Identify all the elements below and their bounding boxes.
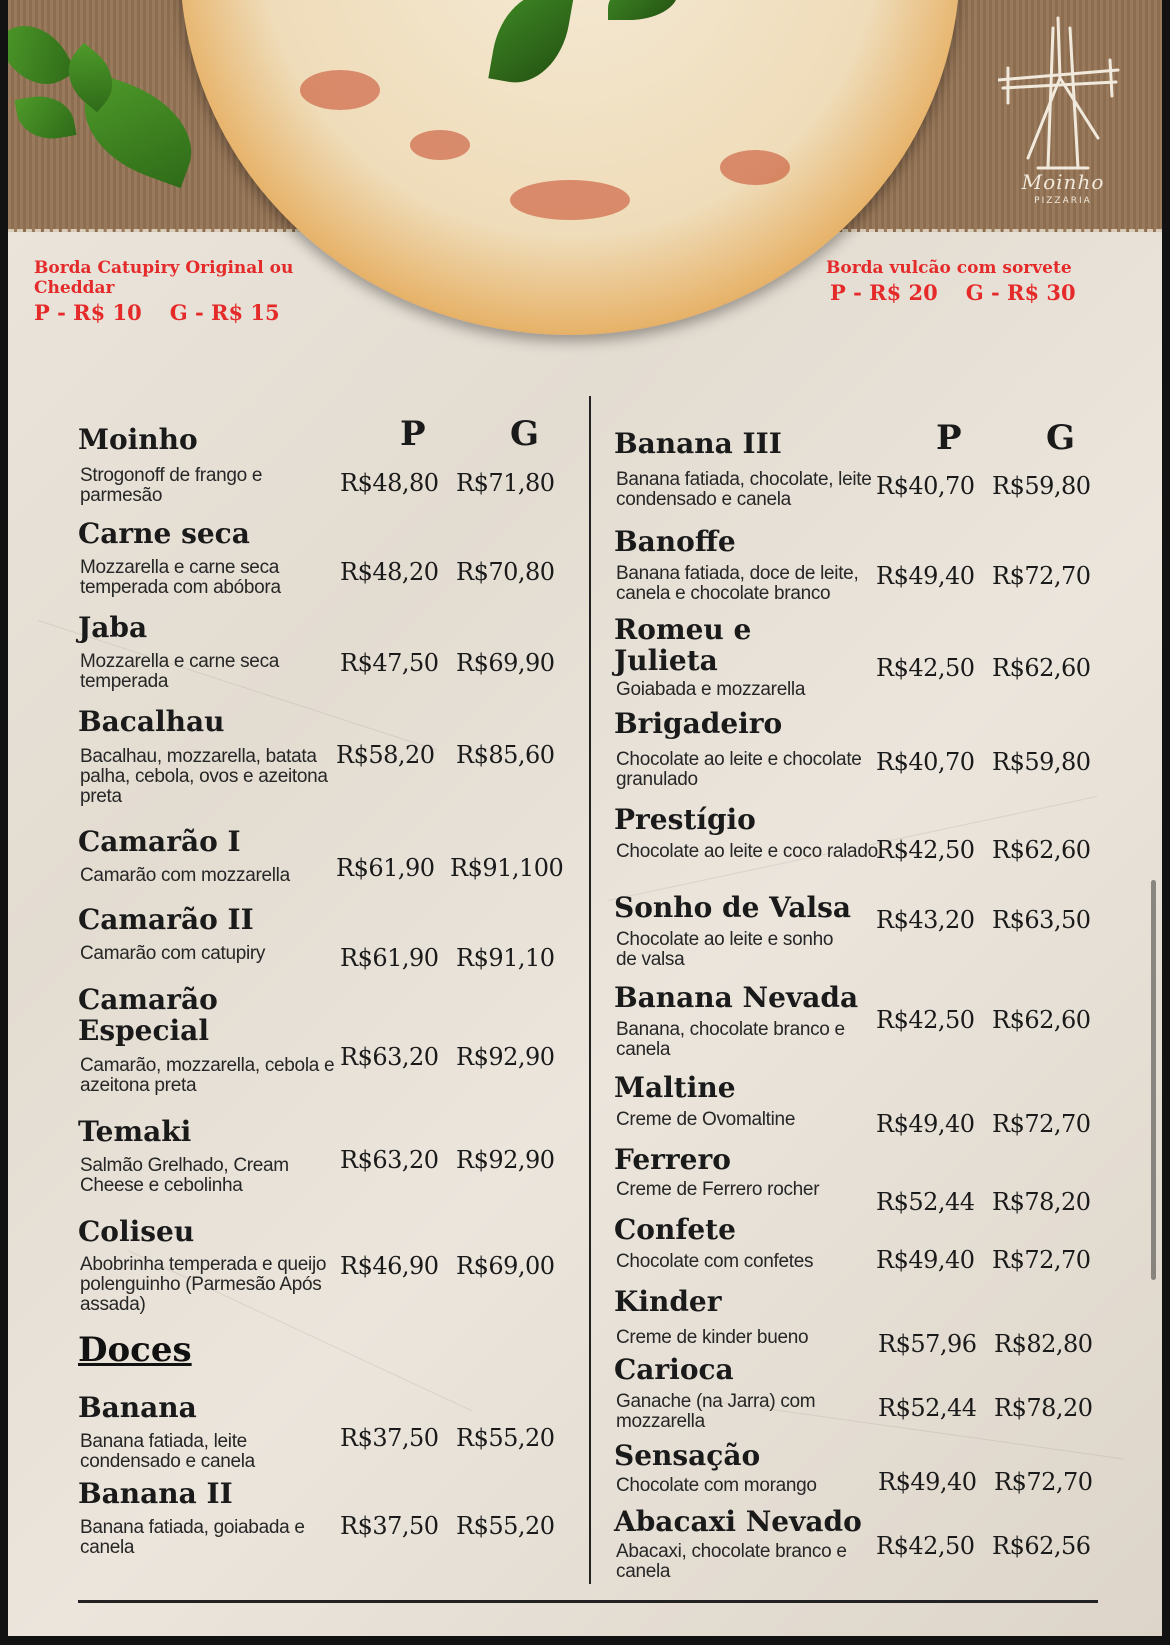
menu-item: [614, 1354, 1154, 1444]
item-name: Kinder: [614, 1285, 722, 1318]
item-description: Chocolate ao leite e coco ralado: [616, 841, 878, 862]
border-price-p: P - R$ 20: [830, 280, 938, 305]
menu-item: [78, 1392, 618, 1482]
item-description: Salmão Grelhado, Cream Cheese e cebolinha: [80, 1155, 289, 1196]
item-description: Abacaxi, chocolate branco e canela: [616, 1541, 847, 1582]
item-description: Banana fatiada, chocolate, leite condensado e canela: [616, 469, 872, 510]
item-name: Sensação: [614, 1439, 761, 1472]
menu-item: [614, 982, 1154, 1072]
item-price-p: R$58,20: [336, 741, 435, 769]
item-description: Banana fatiada, doce de leite, canela e chocolate branco: [616, 563, 859, 604]
border-offer-left: [34, 258, 304, 325]
item-price-g: R$62,56: [992, 1532, 1091, 1560]
menu-item: [78, 518, 618, 608]
item-price-g: R$72,70: [992, 1110, 1091, 1138]
item-price-g: R$72,70: [994, 1468, 1093, 1496]
item-description: Chocolate ao leite e sonho de valsa: [616, 929, 834, 970]
item-name: Prestígio: [614, 803, 756, 836]
size-g-header: G: [1046, 418, 1076, 458]
item-price-g: R$92,90: [456, 1146, 555, 1174]
item-price-g: R$91,10: [456, 944, 555, 972]
item-name: Temaki: [78, 1115, 192, 1148]
item-price-g: R$85,60: [456, 741, 555, 769]
item-description: Banana fatiada, goiabada e canela: [80, 1517, 305, 1558]
menu-item: [78, 1215, 618, 1315]
item-price-g: R$62,60: [992, 654, 1091, 682]
item-name: Carioca: [614, 1353, 734, 1386]
item-price-p: R$40,70: [876, 748, 975, 776]
menu-item: [614, 526, 1154, 616]
item-price-p: R$61,90: [336, 854, 435, 882]
menu-item: [78, 1116, 618, 1206]
footer-divider: [78, 1600, 1098, 1603]
item-price-p: R$48,20: [340, 558, 439, 586]
item-price-g: R$82,80: [994, 1330, 1093, 1358]
menu-item: [78, 424, 618, 514]
item-name: Maltine: [614, 1071, 736, 1104]
border-price-p: P - R$ 10: [34, 300, 142, 325]
item-name: Brigadeiro: [614, 707, 783, 740]
item-price-g: R$55,20: [456, 1512, 555, 1540]
item-description: Creme de Ferrero rocher: [616, 1179, 820, 1200]
item-price-g: R$72,70: [992, 1246, 1091, 1274]
border-offer-right: [826, 258, 1096, 305]
menu-item: [614, 892, 1154, 982]
logo-tagline: PIZZARIA: [1034, 196, 1092, 206]
item-name: Banana II: [78, 1477, 233, 1510]
item-price-p: R$47,50: [340, 649, 439, 677]
item-price-p: R$42,50: [876, 836, 975, 864]
item-price-p: R$63,20: [340, 1043, 439, 1071]
item-name: Banana Nevada: [614, 981, 859, 1014]
menu-page: [8, 0, 1162, 1636]
menu-item: [78, 705, 618, 807]
menu-item: [614, 614, 1154, 714]
item-price-p: R$57,96: [878, 1330, 977, 1358]
item-price-p: R$42,50: [876, 654, 975, 682]
item-price-p: R$63,20: [340, 1146, 439, 1174]
item-description: Strogonoff de frango e parmesão: [80, 465, 263, 506]
logo-name: Moinho: [1021, 170, 1105, 194]
item-price-p: R$48,80: [340, 469, 439, 497]
border-offer-title: Borda Catupiry Original ou Cheddar: [34, 258, 294, 298]
item-name: Camarão II: [78, 903, 254, 936]
item-name: Camarão Especial: [78, 983, 218, 1047]
item-description: Banana, chocolate branco e canela: [616, 1019, 845, 1060]
item-price-p: R$49,40: [876, 1246, 975, 1274]
item-description: Camarão com catupiry: [80, 943, 266, 964]
item-name: Ferrero: [614, 1143, 731, 1176]
size-p-header: P: [400, 414, 426, 454]
item-name: Camarão I: [78, 825, 241, 858]
item-price-g: R$62,60: [992, 1006, 1091, 1034]
item-description: Mozzarella e carne seca temperada com abóbora: [80, 557, 281, 598]
item-name: Bacalhau: [78, 705, 225, 738]
border-offer-title: Borda vulcão com sorvete: [826, 258, 1072, 278]
menu-item: [614, 428, 1154, 518]
item-price-p: R$40,70: [876, 472, 975, 500]
item-name: Banoffe: [614, 525, 736, 558]
item-price-g: R$63,50: [992, 906, 1091, 934]
sauce-spot: [720, 150, 790, 185]
sauce-spot: [510, 180, 630, 220]
item-description: Creme de Ovomaltine: [616, 1109, 796, 1130]
menu-item: [614, 1506, 1154, 1596]
item-name: Moinho: [78, 423, 198, 456]
item-description: Creme de kinder bueno: [616, 1327, 809, 1348]
item-price-g: R$62,60: [992, 836, 1091, 864]
item-price-g: R$69,00: [456, 1252, 555, 1280]
item-name: Banana III: [614, 427, 782, 460]
item-price-p: R$37,50: [340, 1424, 439, 1452]
item-name: Coliseu: [78, 1215, 195, 1248]
item-price-p: R$49,40: [876, 562, 975, 590]
item-description: Ganache (na Jarra) com mozzarella: [616, 1391, 816, 1432]
item-description: Chocolate com morango: [616, 1475, 817, 1496]
item-price-g: R$78,20: [994, 1394, 1093, 1422]
menu-item: [614, 804, 1154, 894]
item-name: Romeu e Julieta: [614, 613, 752, 677]
menu-item: [78, 904, 618, 994]
item-price-g: R$70,80: [456, 558, 555, 586]
item-price-p: R$37,50: [340, 1512, 439, 1540]
menu-item: [78, 612, 618, 702]
item-price-g: R$91,100: [450, 854, 564, 882]
item-price-p: R$49,40: [876, 1110, 975, 1138]
item-description: Camarão, mozzarella, cebola e azeitona preta: [80, 1055, 335, 1096]
sauce-spot: [300, 70, 380, 110]
border-price-g: G - R$ 30: [965, 280, 1076, 305]
item-price-p: R$42,50: [876, 1006, 975, 1034]
item-description: Abobrinha temperada e queijo polenguinho (Parmesão Após assada): [80, 1254, 327, 1315]
item-description: Bacalhau, mozzarella, batata palha, cebola, ovos e azeitona preta: [80, 746, 328, 807]
sauce-spot: [410, 130, 470, 160]
menu-item: [78, 1478, 618, 1568]
item-price-p: R$46,90: [340, 1252, 439, 1280]
item-price-g: R$92,90: [456, 1043, 555, 1071]
item-price-g: R$59,80: [992, 748, 1091, 776]
item-name: Abacaxi Nevado: [614, 1505, 862, 1538]
item-description: Camarão com mozzarella: [80, 865, 290, 886]
item-description: Goiabada e mozzarella: [616, 679, 806, 700]
item-description: Chocolate ao leite e chocolate granulado: [616, 749, 862, 790]
item-price-p: R$42,50: [876, 1532, 975, 1560]
item-name: Carne seca: [78, 517, 250, 550]
menu-item: [614, 708, 1154, 798]
size-g-header: G: [510, 414, 540, 454]
item-price-p: R$61,90: [340, 944, 439, 972]
border-price-g: G - R$ 15: [169, 300, 280, 325]
size-p-header: P: [936, 418, 962, 458]
item-name: Banana: [78, 1391, 197, 1424]
item-price-g: R$69,90: [456, 649, 555, 677]
item-description: Banana fatiada, leite condensado e canela: [80, 1431, 255, 1472]
item-price-g: R$55,20: [456, 1424, 555, 1452]
item-price-p: R$52,44: [878, 1394, 977, 1422]
item-description: Mozzarella e carne seca temperada: [80, 651, 280, 692]
column-divider: [589, 396, 591, 1584]
item-description: Chocolate com confetes: [616, 1251, 814, 1272]
scrollbar[interactable]: [1151, 880, 1156, 1280]
item-price-g: R$59,80: [992, 472, 1091, 500]
item-price-g: R$72,70: [992, 562, 1091, 590]
item-price-p: R$49,40: [878, 1468, 977, 1496]
item-name: Jaba: [78, 611, 148, 644]
item-name: Sonho de Valsa: [614, 891, 852, 924]
menu-item: [78, 984, 618, 1104]
item-price-p: R$52,44: [876, 1188, 975, 1216]
item-price-g: R$78,20: [992, 1188, 1091, 1216]
item-name: Confete: [614, 1213, 736, 1246]
item-price-p: R$43,20: [876, 906, 975, 934]
section-title-doces: Doces: [78, 1330, 192, 1370]
item-price-g: R$71,80: [456, 469, 555, 497]
